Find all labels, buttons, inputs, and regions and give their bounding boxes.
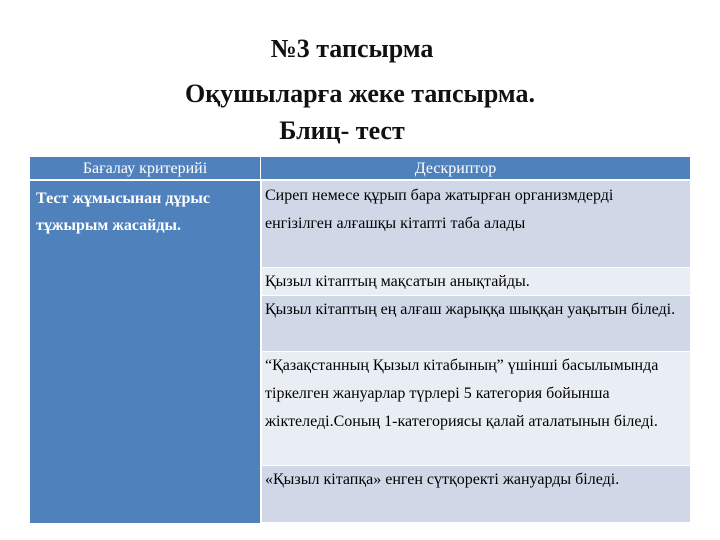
criterion-cell: Тест жұмысынан дұрыс тұжырым жасайды. <box>30 181 261 523</box>
descriptor-row: “Қазақстанның Қызыл кітабының” үшінші басылымында тіркелген жануарлар түрлері 5 категория бойынша жіктеледі.Соның 1-категориясы қалай аталатынын біледі. <box>262 352 690 466</box>
assessment-table <box>30 157 690 523</box>
descriptor-row: «Қызыл кітапқа» енген сүтқоректі жануарды біледі. <box>262 466 690 523</box>
slide-title-task: Оқушыларға жеке тапсырма. <box>185 79 535 108</box>
header-criterion: Бағалау критерийі <box>30 157 261 181</box>
header-descriptor: Дескриптор <box>261 157 690 181</box>
slide-title-test: Блиц- тест <box>279 116 405 145</box>
descriptor-row: Қызыл кітаптың ең алғаш жарыққа шыққан уақытын біледі. <box>262 296 690 352</box>
slide-title-number: №3 тапсырма <box>270 34 434 63</box>
descriptor-row: Сиреп немесе құрып бара жатырған организмдерді енгізілген алғашқы кітапті таба алады <box>262 181 690 268</box>
descriptor-row: Қызыл кітаптың мақсатын анықтайды. <box>262 268 690 296</box>
